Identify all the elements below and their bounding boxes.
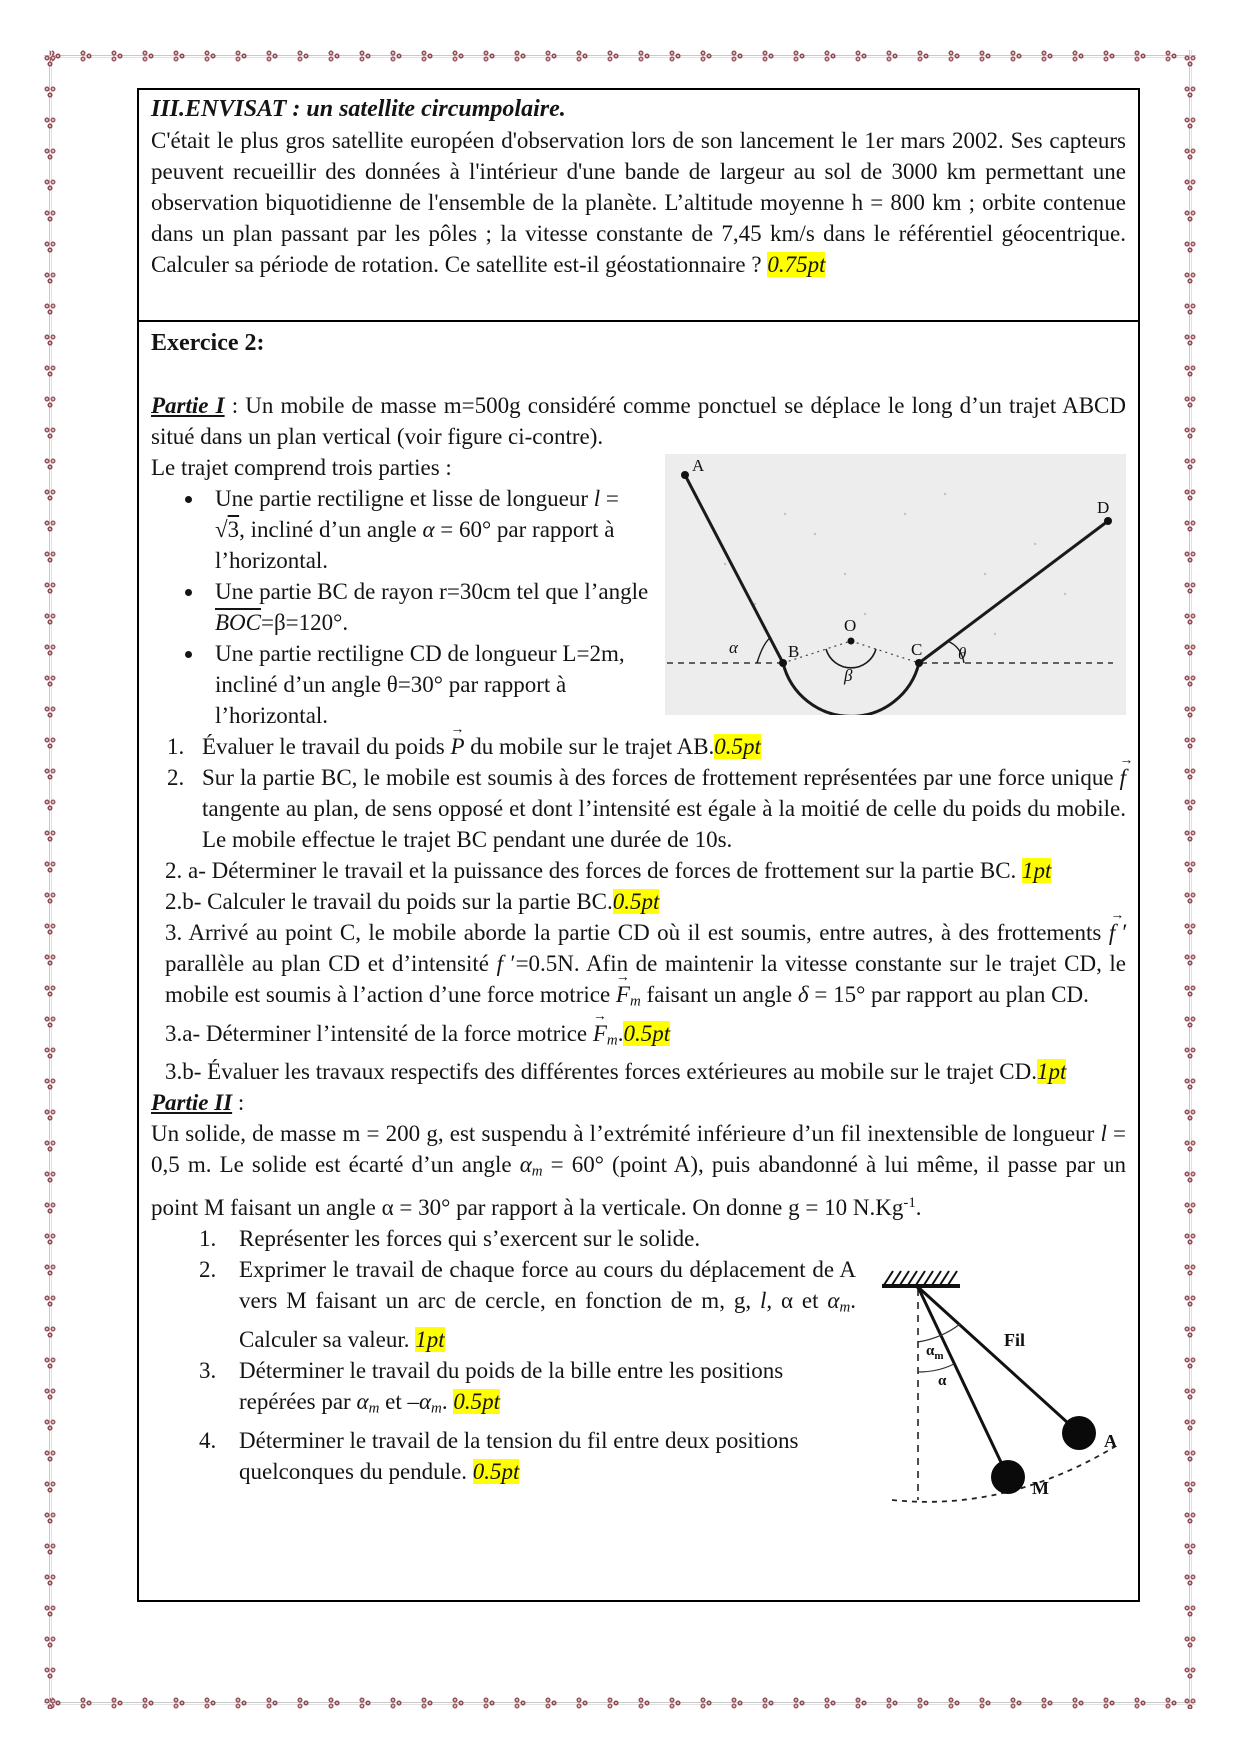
label-B: B — [788, 642, 800, 661]
label-D: D — [1097, 498, 1110, 517]
question-text: Évaluer le travail du poids P → du mobile sur le trajet AB.0.5pt — [202, 734, 761, 759]
point-D — [1104, 517, 1112, 525]
question-2 — [151, 762, 1126, 855]
bullet-item-bc: • Une partie BC de rayon r=30cm tel que l’angle $\overline{BOC}=\beta=120^\circ$. — [205, 576, 1126, 638]
question-1 — [151, 731, 1126, 762]
question-text: Sur la partie BC, le mobile est soumis à des forces de frottement représentées par une force unique f → tangente au plan, de sens opposé et dont l’intensité est égale à la moitié de celle du poids du mobile. Le mobile effectue le trajet BC pendant une durée de 10s. — [202, 765, 1126, 852]
p2-question-2 — [151, 1254, 1126, 1355]
question-2a: 2. a- Déterminer le travail et la puissance des forces de forces de frottement sur la partie BC. 1pt — [165, 858, 1052, 883]
question-text: Déterminer le travail de la tension du fil entre deux positions quelconques du pendule. 0.5pt — [239, 1427, 799, 1484]
decorative-border-top — [44, 50, 1196, 62]
question-number: 3. — [199, 1358, 217, 1384]
exercice2-title: Exercice 2: — [151, 330, 265, 356]
partie1-intro: Partie I : Un mobile de masse m=500g considéré comme ponctuel se déplace le long d’un trajet ABCD situé dans un plan vertical (voir figure ci-contre). — [151, 393, 1126, 449]
decorative-border-bottom — [44, 1697, 1196, 1709]
label-A: A — [692, 456, 705, 475]
question-3: 3. Arrivé au point C, le mobile aborde la partie CD où il est soumis, entre autres, à des frottements f ′ → parallèle au plan CD et d’intensité f ′=0.5N. Afin de maintenir la vitesse constante sur le trajet CD, le mobile est soumis à l’action d’une force motrice $F \to_m$ faisant un angle δ = 15° par rapport au plan CD. — [165, 917, 1126, 1018]
trajectory-figure — [665, 454, 1126, 715]
question-number: 2. — [167, 765, 185, 790]
label-O: O — [844, 616, 857, 635]
envisat-title: III.ENVISAT : un satellite circumpolaire. — [151, 96, 566, 122]
question-text: Exprimer le travail de chaque force au cours du déplacement de A vers M faisant un arc de cercle, en fonction de m, g, l, α et $\alpha_m$. Calculer sa valeur. 1pt — [239, 1257, 856, 1353]
content-box — [137, 88, 1140, 1602]
point-O — [848, 638, 855, 645]
decorative-border-right — [1184, 50, 1196, 1709]
question-number: 1. — [167, 734, 185, 759]
label-fil: Fil — [1004, 1330, 1025, 1351]
exercice2-section — [139, 322, 1138, 1600]
bullet-item-cd: • Une partie rectiligne CD de longueur L=2m, incliné d’un angle θ=30° par rapport à l’horizontal. — [205, 638, 1126, 731]
point-B — [779, 659, 787, 667]
figure-background — [665, 454, 1126, 715]
p2-question-4 — [151, 1425, 1126, 1487]
bullet-item-ab: • Une partie rectiligne et lisse de longueur l = √3, incliné d’un angle α = 60° par rapport à l’horizontal. — [205, 483, 1126, 576]
point-A — [681, 471, 689, 479]
trajectory-diagram — [665, 454, 1126, 715]
label-alpha: α — [938, 1373, 947, 1390]
question-text: Représenter les forces qui s’exercent sur le solide. — [239, 1226, 701, 1252]
label-alpha: α — [729, 638, 738, 657]
label-beta: β — [844, 666, 853, 685]
partie2-header: Partie II : — [151, 1090, 245, 1116]
decorative-border-left — [44, 50, 56, 1709]
question-number: 4. — [199, 1427, 217, 1453]
partie2-intro: Un solide, de masse m = 200 g, est suspendu à l’extrémité inférieure d’un fil inextensible de longueur l = 0,5 m. Le solide est écarté d’un angle $\alpha_m = 60^\circ$ (point A), puis abandonné à lui même, il passe par un point M faisant un angle α = 30° par rapport à la verticale. On donne g = 10 $N.Kg^{-1}$. — [151, 1121, 1126, 1221]
label-A: A — [1104, 1431, 1117, 1452]
question-number: 1. — [199, 1226, 217, 1252]
question-3b: 3.b- Évaluer les travaux respectifs des différentes forces extérieures au mobile sur le trajet CD.1pt — [165, 1059, 1067, 1085]
point-C — [915, 659, 923, 667]
p2-question-1 — [151, 1223, 1126, 1254]
envisat-section — [139, 90, 1138, 322]
question-number: 2. — [199, 1257, 217, 1283]
envisat-body: C'était le plus gros satellite européen d'observation lors de son lancement le 1er mars 2002. Ses capteurs peuvent recueillir des données à l'intérieur d'une bande de largeur au sol de 3000 km permettant une observation biquotidienne de l'ensemble de la planète. L’altitude moyenne h = 800 km ; orbite contenue dans un plan passant par les pôles ; la vitesse constante de 7,45 km/s dans le référentiel géocentrique. Calculer sa période de rotation. Ce satellite est-il géostationnaire ? 0.75pt — [151, 128, 1126, 277]
question-text: Déterminer le travail du poids de la bille entre les positions repérées par $\alpha_m$ et $-\alpha_m$. 0.5pt — [239, 1358, 784, 1417]
label-C: C — [911, 640, 923, 659]
p2-question-3 — [151, 1355, 1126, 1425]
question-3a: 3.a- Déterminer l’intensité de la force motrice $F \to_m.0.5pt$ — [165, 1018, 1126, 1057]
question-2b: 2.b- Calculer le travail du poids sur la partie BC.0.5pt — [165, 889, 660, 914]
label-alpha-m: $\alpha_m$ — [926, 1343, 944, 1363]
trajet-line: Le trajet comprend trois parties : — [151, 455, 452, 480]
label-M: M — [1032, 1478, 1049, 1499]
partie2-list — [151, 1223, 1126, 1499]
label-theta: θ — [958, 644, 967, 663]
